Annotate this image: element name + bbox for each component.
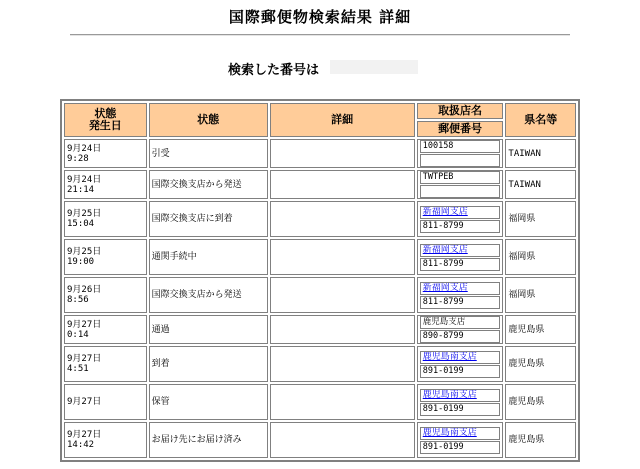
table-row <box>64 277 576 313</box>
prefecture-cell: TAIWAN <box>505 170 576 199</box>
detail-cell <box>270 315 415 344</box>
status-date-cell: 9月27日 4:51 <box>64 346 147 382</box>
office-name-box <box>420 171 501 184</box>
table-row <box>64 422 576 458</box>
postal-code-box: 891-0199 <box>420 441 501 454</box>
office-name-box <box>420 206 501 219</box>
office-name-box <box>420 351 501 364</box>
office-cell <box>417 384 504 420</box>
header-status-date: 状態 発生日 <box>64 103 147 137</box>
detail-cell <box>270 277 415 313</box>
status-cell: 到着 <box>149 346 268 382</box>
detail-cell <box>270 422 415 458</box>
tracking-number-value <box>330 60 418 74</box>
header-status: 状態 <box>149 103 268 137</box>
prefecture-cell: 鹿児島県 <box>505 422 576 458</box>
office-cell <box>417 315 504 344</box>
office-link[interactable]: 鹿児島南支店 <box>422 351 477 362</box>
status-cell: お届け先にお届け済み <box>149 422 268 458</box>
status-cell: 引受 <box>149 139 268 168</box>
status-cell: 国際交換支店から発送 <box>149 170 268 199</box>
status-cell: 国際交換支店に到着 <box>149 201 268 237</box>
postal-code-box: 811-8799 <box>420 220 501 233</box>
tracking-results-table <box>60 99 580 462</box>
office-cell <box>417 277 504 313</box>
table-row <box>64 201 576 237</box>
table-row <box>64 346 576 382</box>
detail-cell <box>270 384 415 420</box>
status-date-cell: 9月24日 21:14 <box>64 170 147 199</box>
prefecture-cell: 福岡県 <box>505 239 576 275</box>
office-link[interactable]: 新福岡支店 <box>422 206 468 217</box>
postal-code-box: 890-8799 <box>420 330 501 343</box>
table-row <box>64 315 576 344</box>
office-link[interactable]: 新福岡支店 <box>422 244 468 255</box>
postal-code-box <box>420 154 501 167</box>
status-cell: 通関手続中 <box>149 239 268 275</box>
status-date-cell: 9月26日 8:56 <box>64 277 147 313</box>
page-title: 国際郵便物検索結果 詳細 <box>228 8 412 26</box>
status-cell: 保管 <box>149 384 268 420</box>
table-row <box>64 384 576 420</box>
detail-cell <box>270 139 415 168</box>
office-name-box <box>420 389 501 402</box>
status-cell: 国際交換支店から発送 <box>149 277 268 313</box>
office-cell <box>417 170 504 199</box>
header-postal-code: 郵便番号 <box>417 121 504 137</box>
table-row <box>64 139 576 168</box>
status-date-cell: 9月27日 <box>64 384 147 420</box>
office-name: 100158 <box>422 141 454 151</box>
header-office-name: 取扱店名 <box>417 103 504 119</box>
prefecture-cell: 鹿児島県 <box>505 315 576 344</box>
detail-cell <box>270 170 415 199</box>
table-row <box>64 170 576 199</box>
office-name: TWTPEB <box>422 172 454 182</box>
prefecture-cell: 鹿児島県 <box>505 384 576 420</box>
title-divider <box>70 34 570 36</box>
status-date-cell: 9月25日 15:04 <box>64 201 147 237</box>
office-link[interactable]: 新福岡支店 <box>422 282 468 293</box>
status-date-cell: 9月25日 19:00 <box>64 239 147 275</box>
table-header-row <box>64 103 576 119</box>
status-date-cell: 9月24日 9:28 <box>64 139 147 168</box>
office-name-box <box>420 140 501 153</box>
postal-code-box: 811-8799 <box>420 296 501 309</box>
office-cell <box>417 139 504 168</box>
postal-code-box: 891-0199 <box>420 365 501 378</box>
office-cell <box>417 422 504 458</box>
search-number-label: 検索した番号は <box>228 63 320 78</box>
office-name-box <box>420 427 501 440</box>
status-date-cell: 9月27日 0:14 <box>64 315 147 344</box>
status-cell: 通過 <box>149 315 268 344</box>
prefecture-cell: 鹿児島県 <box>505 346 576 382</box>
office-name-box <box>420 282 501 295</box>
detail-cell <box>270 346 415 382</box>
prefecture-cell: 福岡県 <box>505 201 576 237</box>
header-detail: 詳細 <box>270 103 415 137</box>
table-row <box>64 239 576 275</box>
postal-code-box <box>420 185 501 198</box>
detail-cell <box>270 239 415 275</box>
postal-code-box: 811-8799 <box>420 258 501 271</box>
office-name: 鹿児島支店 <box>422 317 466 327</box>
office-cell <box>417 239 504 275</box>
office-link[interactable]: 鹿児島南支店 <box>422 389 477 400</box>
detail-cell <box>270 201 415 237</box>
postal-code-box: 891-0199 <box>420 403 501 416</box>
prefecture-cell: 福岡県 <box>505 277 576 313</box>
prefecture-cell: TAIWAN <box>505 139 576 168</box>
office-name-box <box>420 316 501 329</box>
office-cell <box>417 346 504 382</box>
office-link[interactable]: 鹿児島南支店 <box>422 427 477 438</box>
status-date-cell: 9月27日 14:42 <box>64 422 147 458</box>
office-cell <box>417 201 504 237</box>
office-name-box <box>420 244 501 257</box>
header-prefecture: 県名等 <box>505 103 576 137</box>
